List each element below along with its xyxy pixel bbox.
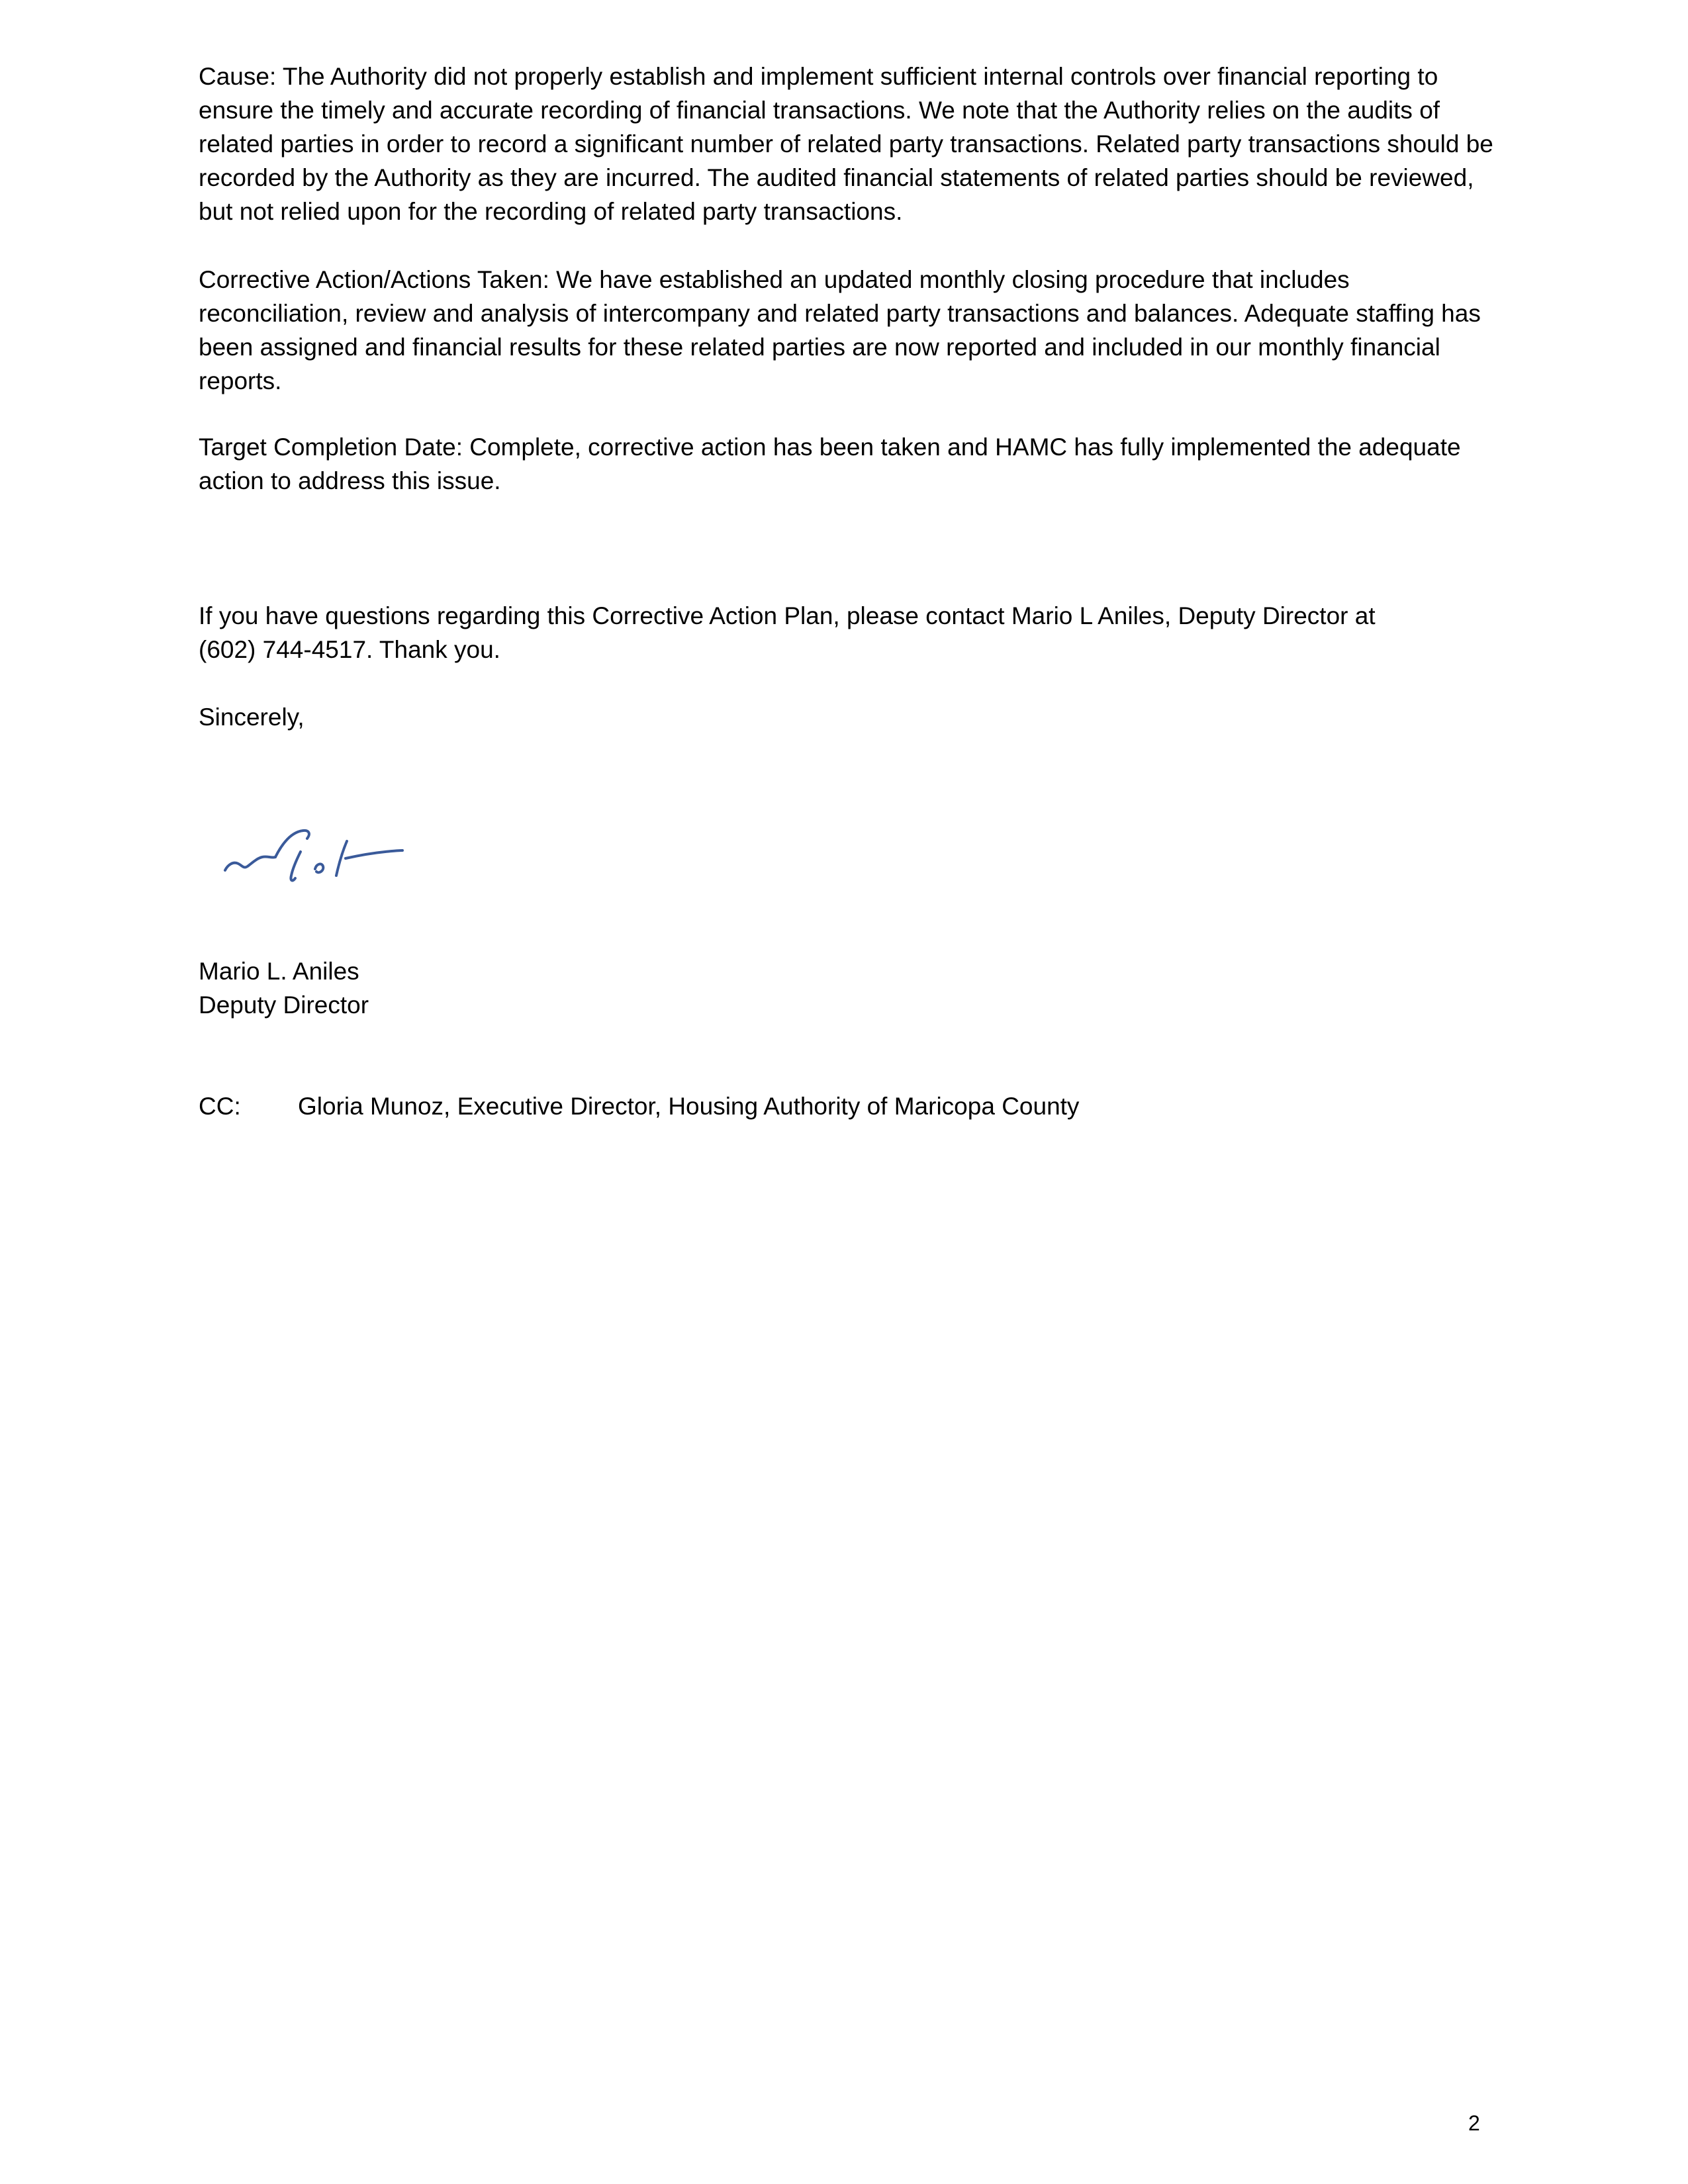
cause-paragraph: Cause: The Authority did not properly establish and implement sufficient internal controls over financial reporting to ensure the timely and accurate recording of financial transactions. We note that the Authority relies on the audits of related parties in order to record a significant number of related party transactions. Related party transactions should be recorded by the Authority as they are incurred. The audited financial statements of related parties should be reviewed, but not relied upon for the recording of related party transactions. [199, 63, 1493, 225]
cc-recipient: Gloria Munoz, Executive Director, Housing Authority of Maricopa County [298, 1093, 1080, 1120]
contact-paragraph: If you have questions regarding this Corrective Action Plan, please contact Mario L Aniles, Deputy Director at (602) 744-4517. Thank you. [199, 602, 1376, 663]
cc-label: CC: [199, 1093, 241, 1120]
target-completion-paragraph: Target Completion Date: Complete, corrective action has been taken and HAMC has fully implemented the adequate action to address this issue. [199, 433, 1461, 494]
closing-salutation: Sincerely, [199, 704, 305, 731]
signer-name: Mario L. Aniles [199, 958, 359, 985]
handwritten-signature-icon [218, 817, 417, 890]
signer-title: Deputy Director [199, 991, 369, 1019]
corrective-action-paragraph: Corrective Action/Actions Taken: We have established an updated monthly closing procedure that includes reconciliation, review and analysis of intercompany and related party transactions and balances. Adequate staffing has been assigned and financial results for these related parties are now reported and included in our monthly financial reports. [199, 266, 1481, 394]
cc-line [199, 1089, 1496, 1123]
page-number: 2 [1468, 2111, 1480, 2135]
